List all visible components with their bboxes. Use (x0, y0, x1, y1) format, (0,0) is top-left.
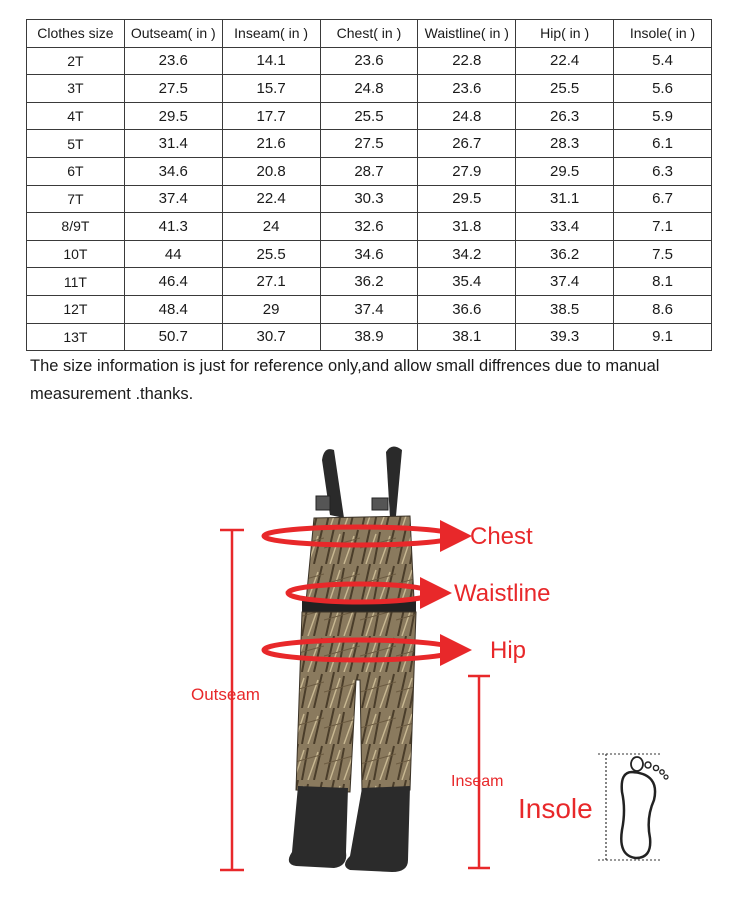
size-cell: 4T (27, 102, 125, 130)
measurement-cell: 34.6 (124, 157, 222, 185)
outseam-label: Outseam (191, 685, 260, 704)
size-cell: 7T (27, 185, 125, 213)
left-boot (289, 786, 348, 868)
column-header: Insole( in ) (614, 20, 712, 48)
measurement-cell: 26.7 (418, 130, 516, 158)
measurement-cell: 31.8 (418, 213, 516, 241)
measurement-cell: 27.1 (222, 268, 320, 296)
measurement-cell: 30.3 (320, 185, 418, 213)
measurement-diagram (0, 420, 752, 919)
measurement-cell: 44 (124, 240, 222, 268)
measurement-cell: 5.4 (614, 47, 712, 75)
measurement-cell: 6.7 (614, 185, 712, 213)
measurement-cell: 37.4 (320, 295, 418, 323)
measurement-cell: 24.8 (418, 102, 516, 130)
column-header: Chest( in ) (320, 20, 418, 48)
measurement-cell: 31.4 (124, 130, 222, 158)
measurement-cell: 48.4 (124, 295, 222, 323)
size-cell: 5T (27, 130, 125, 158)
column-header: Waistline( in ) (418, 20, 516, 48)
measurement-cell: 29 (222, 295, 320, 323)
note-line-2: measurement .thanks. (30, 385, 194, 403)
measurement-cell: 24.8 (320, 75, 418, 103)
measurement-cell: 38.1 (418, 323, 516, 351)
measurement-cell: 7.1 (614, 213, 712, 241)
table-row (27, 157, 712, 185)
size-cell: 8/9T (27, 213, 125, 241)
measurement-cell: 5.6 (614, 75, 712, 103)
measurement-cell: 28.7 (320, 157, 418, 185)
measurement-cell: 25.5 (516, 75, 614, 103)
size-cell: 10T (27, 240, 125, 268)
inseam-label: Inseam (451, 773, 504, 790)
measurement-cell: 22.4 (516, 47, 614, 75)
measurement-cell: 9.1 (614, 323, 712, 351)
table-row (27, 185, 712, 213)
measurement-cell: 34.6 (320, 240, 418, 268)
measurement-cell: 14.1 (222, 47, 320, 75)
column-header: Outseam( in ) (124, 20, 222, 48)
measurement-cell: 23.6 (320, 47, 418, 75)
measurement-cell: 22.8 (418, 47, 516, 75)
measurement-cell: 46.4 (124, 268, 222, 296)
size-cell: 13T (27, 323, 125, 351)
measurement-cell: 38.5 (516, 295, 614, 323)
table-row (27, 102, 712, 130)
table-row (27, 323, 712, 351)
measurement-cell: 36.6 (418, 295, 516, 323)
measurement-cell: 38.9 (320, 323, 418, 351)
measurement-cell: 29.5 (516, 157, 614, 185)
measurement-cell: 35.4 (418, 268, 516, 296)
measurement-cell: 5.9 (614, 102, 712, 130)
measurement-cell: 25.5 (320, 102, 418, 130)
table-row (27, 240, 712, 268)
footprint-icon (598, 754, 668, 860)
table-header-row (27, 20, 712, 48)
note-line-1: The size information is just for reference only,and allow small diffrences due to manual (30, 357, 660, 375)
table-row (27, 295, 712, 323)
size-chart-table (26, 19, 712, 351)
size-cell: 3T (27, 75, 125, 103)
measurement-cell: 8.1 (614, 268, 712, 296)
column-header: Inseam( in ) (222, 20, 320, 48)
measurement-cell: 24 (222, 213, 320, 241)
measurement-cell: 20.8 (222, 157, 320, 185)
waistline-label: Waistline (454, 580, 551, 607)
measurement-cell: 34.2 (418, 240, 516, 268)
measurement-cell: 26.3 (516, 102, 614, 130)
chest-label: Chest (470, 523, 533, 550)
insole-label: Insole (518, 793, 593, 824)
table-row (27, 268, 712, 296)
column-header: Hip( in ) (516, 20, 614, 48)
measurement-cell: 6.1 (614, 130, 712, 158)
measurement-cell: 7.5 (614, 240, 712, 268)
hip-label: Hip (490, 637, 527, 664)
measurement-cell: 33.4 (516, 213, 614, 241)
table-row (27, 130, 712, 158)
right-boot (345, 786, 410, 872)
measurement-cell: 8.6 (614, 295, 712, 323)
measurement-cell: 36.2 (320, 268, 418, 296)
table-row (27, 47, 712, 75)
measurement-cell: 37.4 (516, 268, 614, 296)
measurement-cell: 6.3 (614, 157, 712, 185)
measurement-cell: 36.2 (516, 240, 614, 268)
measurement-cell: 25.5 (222, 240, 320, 268)
size-cell: 6T (27, 157, 125, 185)
measurement-cell: 39.3 (516, 323, 614, 351)
table-row (27, 213, 712, 241)
measurement-cell: 37.4 (124, 185, 222, 213)
size-cell: 2T (27, 47, 125, 75)
measurement-cell: 30.7 (222, 323, 320, 351)
measurement-cell: 27.5 (320, 130, 418, 158)
measurement-cell: 27.9 (418, 157, 516, 185)
measurement-cell: 17.7 (222, 102, 320, 130)
inseam-bracket (468, 676, 490, 868)
measurement-cell: 21.6 (222, 130, 320, 158)
table-body (27, 47, 712, 351)
measurement-cell: 50.7 (124, 323, 222, 351)
measurement-cell: 22.4 (222, 185, 320, 213)
size-cell: 11T (27, 268, 125, 296)
measurement-cell: 41.3 (124, 213, 222, 241)
table-row (27, 75, 712, 103)
measurement-cell: 31.1 (516, 185, 614, 213)
measurement-cell: 28.3 (516, 130, 614, 158)
measurement-cell: 29.5 (124, 102, 222, 130)
measurement-cell: 23.6 (124, 47, 222, 75)
measurement-cell: 15.7 (222, 75, 320, 103)
size-cell: 12T (27, 295, 125, 323)
measurement-cell: 23.6 (418, 75, 516, 103)
measurement-cell: 32.6 (320, 213, 418, 241)
measurement-cell: 29.5 (418, 185, 516, 213)
measurement-cell: 27.5 (124, 75, 222, 103)
column-header: Clothes size (27, 20, 125, 48)
